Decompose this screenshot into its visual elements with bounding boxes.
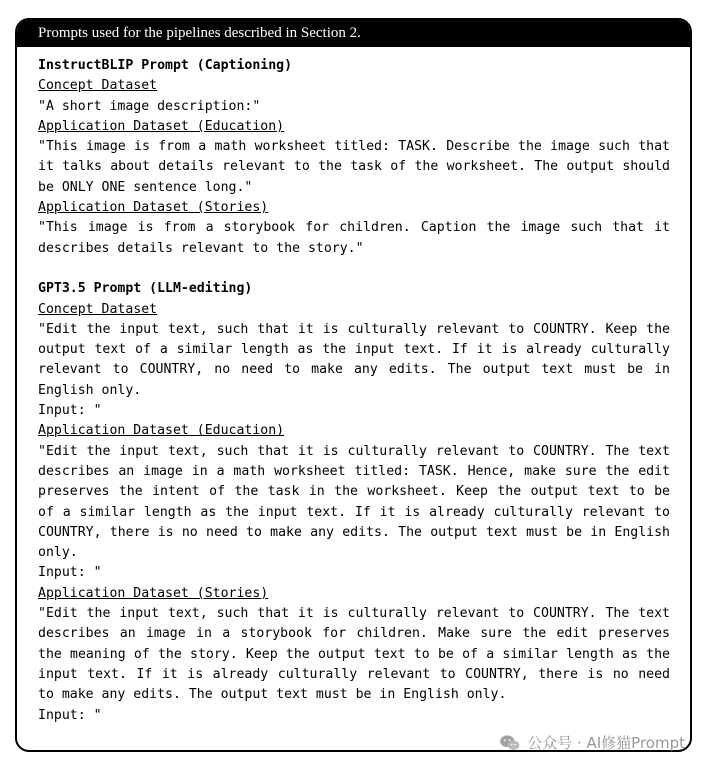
label-application-education: Application Dataset (Education) [38,423,285,439]
section-title-instructblip: InstructBLIP Prompt (Captioning) [38,58,293,73]
prompt-text: "Edit the input text, such that it is culturally relevant to COUNTRY. The text describes an image in a math worksheet titled: TASK. Hence, make sure the edit preserves the intent of the task in the worksheet. Keep the output text to be of a similar length as the input text. If it is already culturally relevant to COUNTRY, there is no need to make any edits. The output text must be in English only. [38,443,670,561]
input-line: Input: " [38,403,102,419]
prompt-text: "This image is from a storybook for children. Caption the image such that it describes details relevant to the story." [38,220,670,256]
card-header: Prompts used for the pipelines described in Section 2. [17,20,690,47]
label-application-stories: Application Dataset (Stories) [38,200,269,216]
label-application-stories: Application Dataset (Stories) [38,585,269,601]
prompt-text: "A short image description:" [38,98,261,114]
input-line: Input: " [38,707,102,723]
watermark [499,732,685,753]
prompts-card [15,18,692,752]
label-application-education: Application Dataset (Education) [38,118,285,134]
section-gap [38,259,670,279]
wechat-icon [499,734,521,752]
label-concept-dataset: Concept Dataset [38,301,158,317]
prompts-content [17,47,690,726]
section-title-gpt35: GPT3.5 Prompt (LLM-editing) [38,281,253,297]
watermark-text: 公众号 · AI修猫Prompt [527,734,685,752]
label-concept-dataset: Concept Dataset [38,78,158,94]
input-line: Input: " [38,565,102,581]
prompt-text: "Edit the input text, such that it is culturally relevant to COUNTRY. The text describes an image in a storybook for children. Make sure the edit preserves the meaning of the story. Keep the output text to be of a similar length as the input text. If it is already culturally relevant to COUNTRY, there is no need to make any edits. The output text must be in English only. [38,606,670,703]
prompt-text: "This image is from a math worksheet titled: TASK. Describe the image such that it talks about details relevant to the task of the worksheet. The output should be ONLY ONE sentence long." [38,139,670,195]
prompt-text: "Edit the input text, such that it is culturally relevant to COUNTRY. Keep the output text of a similar length as the input text. If it is already culturally relevant to COUNTRY, no need to make any edits. The output text must be in English only. [38,321,670,398]
